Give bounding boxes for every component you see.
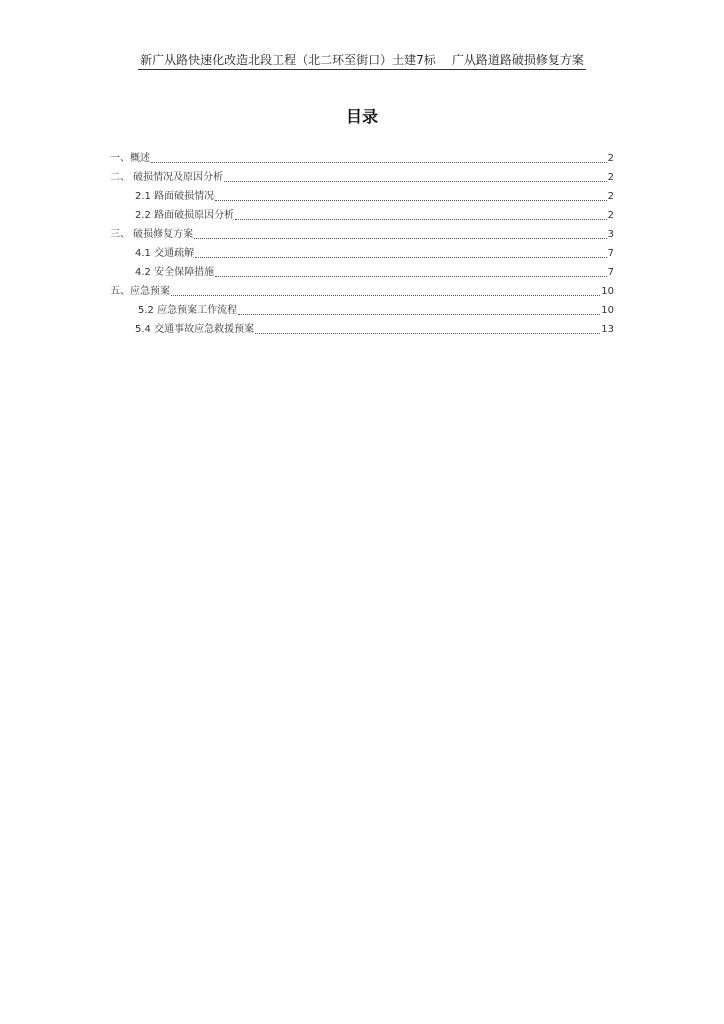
- toc-entry-label: 4.2 安全保障措施: [135, 267, 215, 278]
- toc-dot-leader: [235, 218, 607, 220]
- header-document-title: 广从路道路破损修复方案: [451, 53, 584, 67]
- toc-entry-page-number: 7: [607, 248, 614, 259]
- toc-entry[interactable]: [110, 317, 614, 336]
- toc-dot-leader: [151, 161, 607, 163]
- toc-entry[interactable]: [110, 146, 614, 165]
- toc-entry-label: 五、应急预案: [110, 286, 170, 297]
- toc-entry[interactable]: [110, 260, 614, 279]
- toc-entry-page-number: 2: [607, 191, 614, 202]
- toc-entry-label: 一、概述: [110, 153, 150, 164]
- toc-dot-leader: [195, 256, 607, 258]
- toc-entry[interactable]: [110, 279, 614, 298]
- header-project-title: 新广从路快速化改造北段工程（北二环至街口）土建7标: [140, 53, 436, 67]
- page-header: [0, 52, 724, 70]
- toc-entry-page-number: 2: [607, 153, 614, 164]
- toc-entry-page-number: 3: [607, 229, 614, 240]
- toc-entry-label: 2.2 路面破损原因分析: [135, 210, 235, 221]
- toc-entry-page-number: 10: [601, 305, 614, 316]
- toc-dot-leader: [171, 294, 600, 296]
- toc-entry-label: 三、 破损修复方案: [110, 229, 194, 240]
- toc-entry-page-number: 2: [607, 172, 614, 183]
- toc-entry[interactable]: [110, 222, 614, 241]
- toc-entry[interactable]: [110, 165, 614, 184]
- toc-entry-label: 5.4 交通事故应急救援预案: [135, 324, 255, 335]
- toc-dot-leader: [255, 332, 600, 334]
- toc-dot-leader: [194, 237, 606, 239]
- toc-entry-page-number: 13: [601, 324, 614, 335]
- toc-entry[interactable]: [110, 298, 614, 317]
- toc-entry-page-number: 2: [607, 210, 614, 221]
- toc-entry-label: 4.1 交通疏解: [135, 248, 195, 259]
- toc-dot-leader: [238, 313, 600, 315]
- table-of-contents: [110, 146, 614, 336]
- toc-entry-label: 2.1 路面破损情况: [135, 191, 215, 202]
- toc-entry-label: 5.2 应急预案工作流程: [138, 305, 238, 316]
- toc-entry[interactable]: [110, 184, 614, 203]
- toc-entry[interactable]: [110, 241, 614, 260]
- toc-dot-leader: [215, 275, 607, 277]
- header-text: [138, 52, 586, 70]
- toc-entry-page-number: 10: [601, 286, 614, 297]
- toc-entry-page-number: 7: [607, 267, 614, 278]
- toc-entry[interactable]: [110, 203, 614, 222]
- toc-dot-leader: [215, 199, 607, 201]
- toc-title: 目录: [345, 107, 378, 126]
- toc-entry-label: 二、 破损情况及原因分析: [110, 172, 224, 183]
- toc-dot-leader: [224, 180, 606, 182]
